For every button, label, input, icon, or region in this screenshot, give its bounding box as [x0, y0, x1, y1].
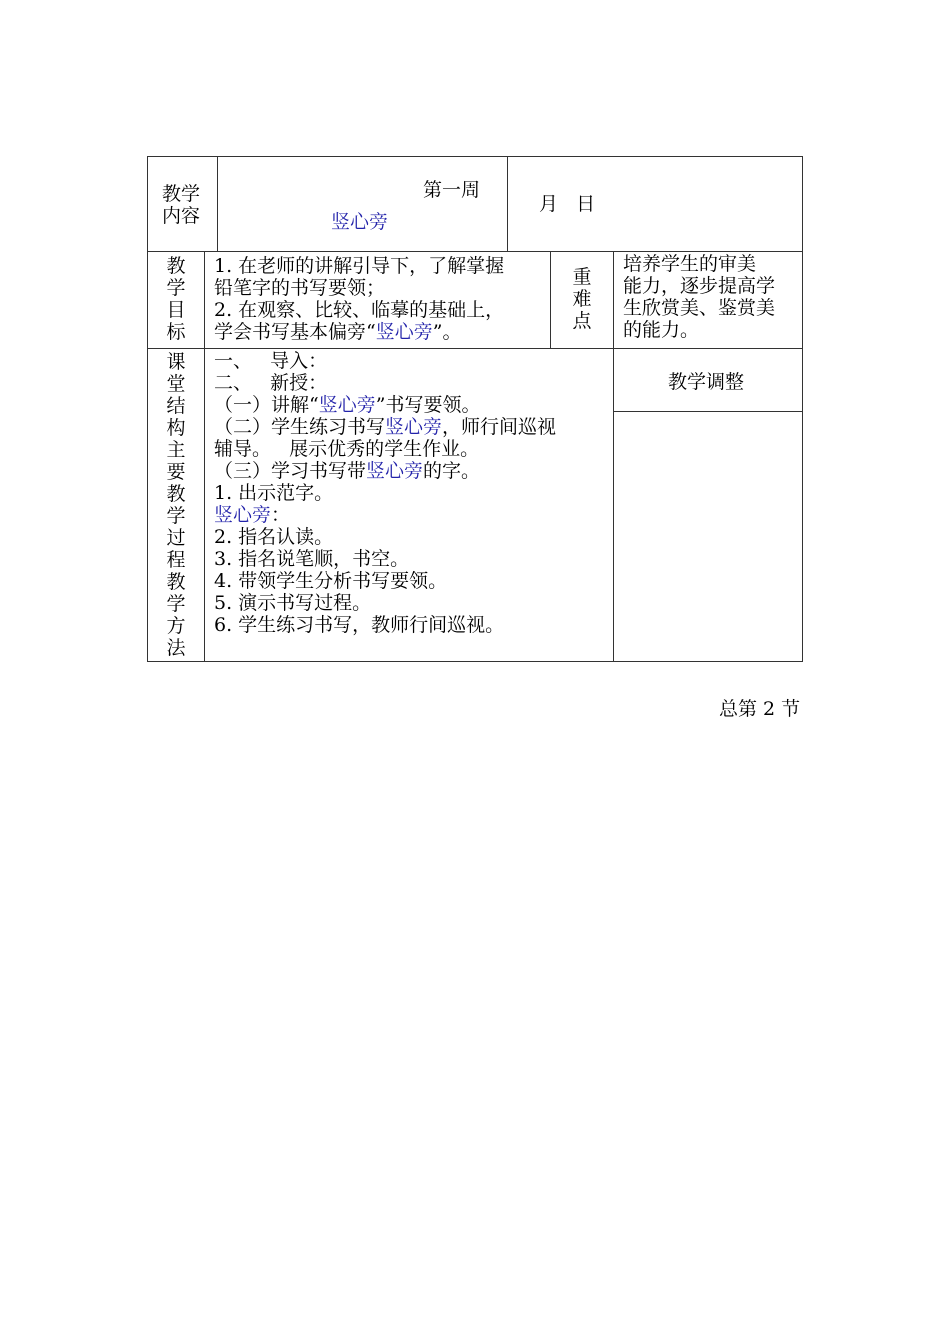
process-line: 4. 带领学生分析书写要领。 — [214, 570, 448, 592]
key-label-char: 点 — [572, 310, 592, 332]
process-label-char: 学 — [166, 593, 186, 615]
goals-label-char: 标 — [166, 321, 186, 343]
process-line — [214, 394, 556, 416]
key-label-cell — [550, 251, 614, 349]
key-line: 的能力。 — [623, 319, 700, 341]
adjust-header-cell — [613, 348, 803, 412]
process-line-suffix: 的字。 — [423, 460, 481, 482]
key-label-char: 难 — [572, 288, 592, 310]
process-label-char: 教 — [166, 483, 186, 505]
process-label-char: 要 — [166, 461, 186, 483]
process-line — [214, 416, 556, 438]
key-content-cell — [613, 251, 803, 349]
adjust-label: 教学调整 — [668, 371, 745, 393]
key-line: 培养学生的审美 — [623, 253, 757, 275]
goal-line — [214, 321, 504, 343]
process-label-char: 法 — [166, 637, 186, 659]
goal-line: 铅笔字的书写要领； — [214, 277, 386, 299]
process-label-cell — [147, 348, 205, 662]
date-label: 月 日 — [539, 193, 596, 215]
process-line: 5. 演示书写过程。 — [214, 592, 372, 614]
process-line — [214, 460, 556, 482]
goals-content-cell — [204, 251, 551, 349]
key-line: 生欣赏美、鉴赏美 — [623, 297, 776, 319]
process-label-char: 堂 — [166, 373, 186, 395]
process-label-char: 课 — [166, 351, 186, 373]
content-label-cell — [147, 156, 218, 252]
lesson-total: 总第 2 节 — [719, 698, 801, 720]
process-label-char: 构 — [166, 417, 186, 439]
process-text — [214, 350, 556, 636]
process-topic: 竖心旁 — [214, 504, 272, 526]
process-label-char: 主 — [166, 439, 186, 461]
topic-cell — [217, 156, 508, 252]
process-line: 3. 指名说笔顺，书空。 — [214, 548, 410, 570]
process-topic: 竖心旁 — [385, 416, 443, 438]
goal-line-prefix: 学会书写基本偏旁“ — [214, 321, 376, 343]
goals-text — [214, 255, 504, 343]
key-text — [623, 253, 775, 341]
process-line: 1. 出示范字。 — [214, 482, 334, 504]
process-line-prefix: （三）学习书写带 — [214, 460, 367, 482]
process-label-char: 结 — [166, 395, 186, 417]
process-label-char: 方 — [166, 615, 186, 637]
goals-label-cell — [147, 251, 205, 349]
goals-label — [165, 255, 187, 343]
key-line: 能力，逐步提高学 — [623, 275, 776, 297]
process-label-char: 教 — [166, 571, 186, 593]
process-line-suffix: ： — [271, 504, 291, 526]
process-line-suffix: ”书写要领。 — [375, 394, 481, 416]
goal-topic: 竖心旁 — [375, 321, 433, 343]
process-label — [165, 351, 187, 659]
goal-line: 2. 在观察、比较、临摹的基础上， — [214, 299, 505, 321]
goal-line: 1. 在老师的讲解引导下，了解掌握 — [214, 255, 505, 277]
content-label-line2: 内容 — [162, 205, 201, 227]
process-label-char: 程 — [166, 549, 186, 571]
goals-label-char: 教 — [166, 255, 186, 277]
process-label-char: 学 — [166, 505, 186, 527]
process-line: 二、 新授： — [214, 372, 328, 394]
key-label-char: 重 — [572, 266, 592, 288]
process-line: 6. 学生练习书写，教师行间巡视。 — [214, 614, 505, 636]
process-line: 2. 指名认读。 — [214, 526, 334, 548]
process-line: 辅导。 展示优秀的学生作业。 — [214, 438, 480, 460]
process-topic: 竖心旁 — [318, 394, 376, 416]
goals-label-char: 目 — [166, 299, 186, 321]
process-line — [214, 504, 556, 526]
process-line-prefix: （二）学生练习书写 — [214, 416, 386, 438]
process-line-suffix: ，师行间巡视 — [442, 416, 557, 438]
process-label-char: 过 — [166, 527, 186, 549]
goals-label-char: 学 — [166, 277, 186, 299]
process-line: 一、 导入： — [214, 350, 328, 372]
date-cell — [507, 156, 803, 252]
key-label — [571, 266, 593, 332]
process-line-prefix: （一）讲解“ — [214, 394, 319, 416]
process-content-cell — [204, 348, 614, 662]
week-label: 第一周 — [423, 179, 481, 201]
goal-line-suffix: ”。 — [432, 321, 462, 343]
topic-title: 竖心旁 — [331, 211, 389, 233]
adjust-body-cell — [613, 411, 803, 662]
process-topic: 竖心旁 — [366, 460, 424, 482]
content-label-line1: 教学 — [162, 183, 201, 205]
